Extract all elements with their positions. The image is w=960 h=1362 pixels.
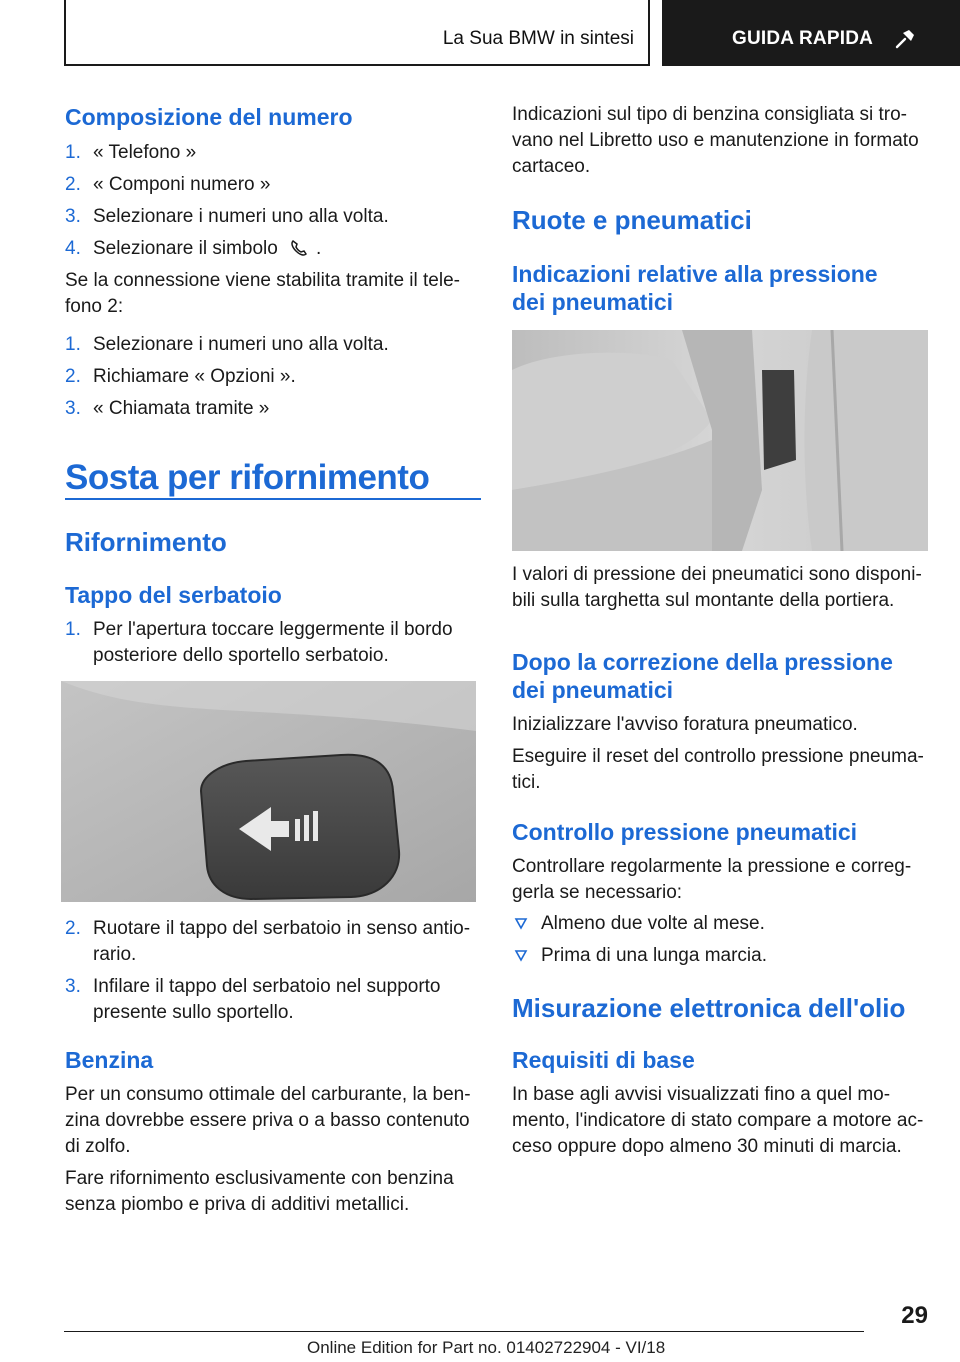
heading-rifornimento: Rifornimento (65, 527, 227, 557)
step-text: « Componi numero » (93, 174, 271, 195)
header-section-box (64, 0, 650, 66)
step-text: Richiamare « Opzioni ». (93, 366, 296, 387)
heading-correzione-2: dei pneumatici (512, 677, 674, 703)
step-text: Selezionare il simbolo (93, 238, 278, 259)
footer-rule (64, 1331, 864, 1332)
heading-benzina: Benzina (65, 1047, 154, 1073)
heading-sosta: Sosta per rifornimento (65, 458, 430, 497)
step-text: posteriore dello sportello serbatoio. (93, 645, 389, 666)
step-number: 3. (65, 206, 81, 227)
step-number: 1. (65, 334, 81, 355)
header-guide-box (662, 0, 960, 66)
paragraph-line: Controllare regolarmente la pressione e correg- (512, 856, 912, 877)
paragraph-line: Indicazioni sul tipo di benzina consigliata si tro- (512, 104, 907, 125)
step-number: 3. (65, 398, 81, 419)
bullet-text: Almeno due volte al mese. (541, 913, 765, 934)
heading-correzione: Dopo la correzione della pressione (512, 649, 893, 675)
header-guide-label: GUIDA RAPIDA (732, 28, 874, 49)
heading-pressione: Indicazioni relative alla pressione (512, 261, 878, 287)
heading-misurazione: Misurazione elettronica dell'olio (512, 993, 906, 1023)
phone-icon (288, 238, 310, 260)
page-number: 29 (901, 1302, 928, 1329)
step-text: « Telefono » (93, 142, 197, 163)
step-number: 3. (65, 976, 81, 997)
fuel-cap-image (61, 681, 476, 902)
paragraph-line: gerla se necessario: (512, 882, 683, 903)
step-text: Per l'apertura toccare leggermente il bordo (93, 619, 453, 640)
step-number: 2. (65, 918, 81, 939)
paragraph-line: Eseguire il reset del controllo pressione pneuma- (512, 746, 924, 767)
paragraph-line: bili sulla targhetta sul montante della portiera. (512, 590, 895, 611)
header-section-label: La Sua BMW in sintesi (442, 28, 634, 49)
paragraph-line: tici. (512, 772, 541, 793)
step-text: rario. (93, 944, 137, 965)
step-text: « Chiamata tramite » (93, 398, 270, 419)
note-line: fono 2: (65, 296, 124, 317)
step-text: Infilare il tappo del serbatoio nel supporto (93, 976, 441, 997)
heading-composizione: Composizione del numero (65, 104, 353, 130)
paragraph-line: Fare rifornimento esclusivamente con benzina (65, 1168, 454, 1189)
step-text: Selezionare i numeri uno alla volta. (93, 206, 389, 227)
paragraph-line: ceso oppure dopo almeno 30 minuti di marcia. (512, 1136, 902, 1157)
heading-ruote: Ruote e pneumatici (512, 205, 752, 235)
step-text: Selezionare i numeri uno alla volta. (93, 334, 389, 355)
paragraph-line: zina dovrebbe essere priva o a basso contenuto (65, 1110, 470, 1131)
paragraph-line: cartaceo. (512, 156, 591, 177)
paragraph-line: senza piombo e priva di additivi metallici. (65, 1194, 410, 1215)
step-number: 1. (65, 142, 81, 163)
note-line: Se la connessione viene stabilita tramite il tele- (65, 270, 460, 291)
paragraph-line: In base agli avvisi visualizzati fino a quel mo- (512, 1084, 891, 1105)
heading-requisiti: Requisiti di base (512, 1047, 695, 1073)
triangle-bullet-icon (514, 917, 528, 931)
door-pillar-image (512, 330, 928, 551)
heading-controllo: Controllo pressione pneumatici (512, 819, 858, 845)
step-text: presente sullo sportello. (93, 1002, 294, 1023)
step-suffix: . (316, 238, 322, 259)
step-number: 2. (65, 174, 81, 195)
paragraph-line: I valori di pressione dei pneumatici sono disponi- (512, 564, 922, 585)
footer-edition: Online Edition for Part no. 01402722904 - VI/18 (307, 1338, 666, 1357)
heading-tappo: Tappo del serbatoio (65, 582, 282, 608)
paragraph-line: mento, l'indicatore di stato compare a motore ac- (512, 1110, 924, 1131)
paragraph-line: vano nel Libretto uso e manutenzione in formato (512, 130, 919, 151)
step-text: Ruotare il tappo del serbatoio in senso antio- (93, 918, 471, 939)
heading-pressione-2: dei pneumatici (512, 289, 674, 315)
step-number: 4. (65, 238, 81, 259)
paragraph-line: di zolfo. (65, 1136, 131, 1157)
heading-rule (65, 498, 481, 500)
step-number: 1. (65, 619, 81, 640)
step-number: 2. (65, 366, 81, 387)
bullet-text: Prima di una lunga marcia. (541, 945, 767, 966)
paragraph-line: Per un consumo ottimale del carburante, la ben- (65, 1084, 471, 1105)
triangle-bullet-icon (514, 949, 528, 963)
paragraph-line: Inizializzare l'avviso foratura pneumatico. (512, 714, 858, 735)
hammer-icon (894, 28, 916, 50)
